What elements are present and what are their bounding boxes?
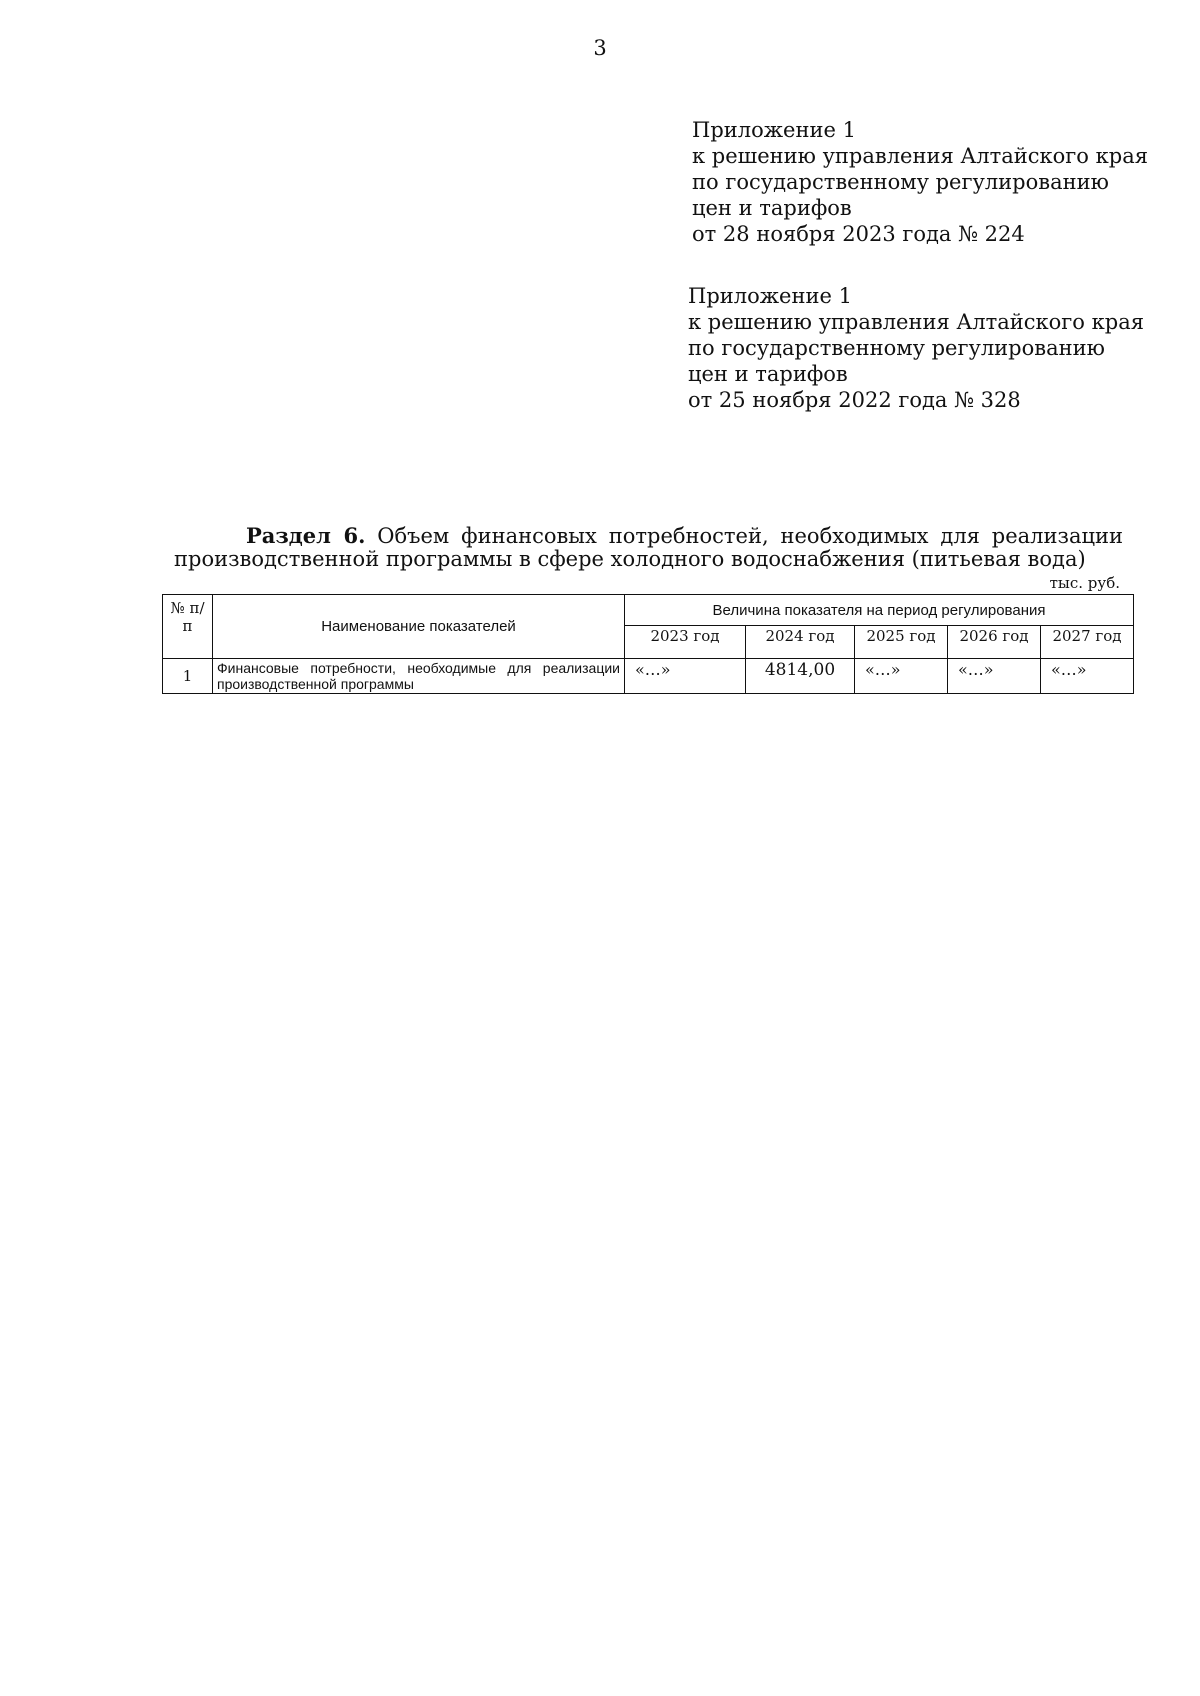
appendix-line: по государственному регулированию	[692, 170, 1109, 194]
row-value: «…»	[625, 659, 746, 694]
header-year: 2027 год	[1041, 626, 1134, 659]
section-heading	[174, 524, 1123, 571]
header-name: Наименование показателей	[213, 595, 625, 659]
table-header-row	[163, 595, 1134, 626]
header-number: № п/п	[163, 595, 213, 659]
appendix-title: Приложение 1	[688, 284, 852, 308]
header-year: 2023 год	[625, 626, 746, 659]
units-label: тыс. руб.	[1049, 574, 1120, 592]
row-name: Финансовые потребности, необходимые для реализации производственной программы	[213, 659, 625, 694]
section-label: Раздел 6.	[246, 523, 366, 548]
header-year: 2026 год	[948, 626, 1041, 659]
table-row	[163, 659, 1134, 694]
appendix-title: Приложение 1	[692, 118, 856, 142]
header-value-group: Величина показателя на период регулирования	[625, 595, 1134, 626]
appendix-date: от 25 ноября 2022 года № 328	[688, 388, 1021, 412]
row-number: 1	[163, 659, 213, 694]
appendix-line: цен и тарифов	[688, 362, 848, 386]
appendix-date: от 28 ноября 2023 года № 224	[692, 222, 1025, 246]
section-heading-line1	[174, 524, 1123, 548]
page-number: 3	[593, 36, 607, 60]
appendix-line: цен и тарифов	[692, 196, 852, 220]
section-title-part1: Объем финансовых потребностей, необходимых для реализации	[377, 524, 1123, 548]
appendix-current	[692, 117, 1148, 247]
appendix-line: к решению управления Алтайского края	[688, 310, 1144, 334]
header-year: 2024 год	[746, 626, 855, 659]
row-value: 4814,00	[746, 659, 855, 694]
section-title-part2: производственной программы в сфере холодного водоснабжения (питьевая вода)	[174, 547, 1086, 571]
financial-needs-table	[162, 594, 1134, 694]
row-value: «…»	[948, 659, 1041, 694]
appendix-line: по государственному регулированию	[688, 336, 1105, 360]
header-year: 2025 год	[855, 626, 948, 659]
appendix-line: к решению управления Алтайского края	[692, 144, 1148, 168]
row-value: «…»	[1041, 659, 1134, 694]
row-value: «…»	[855, 659, 948, 694]
appendix-original	[688, 283, 1144, 413]
